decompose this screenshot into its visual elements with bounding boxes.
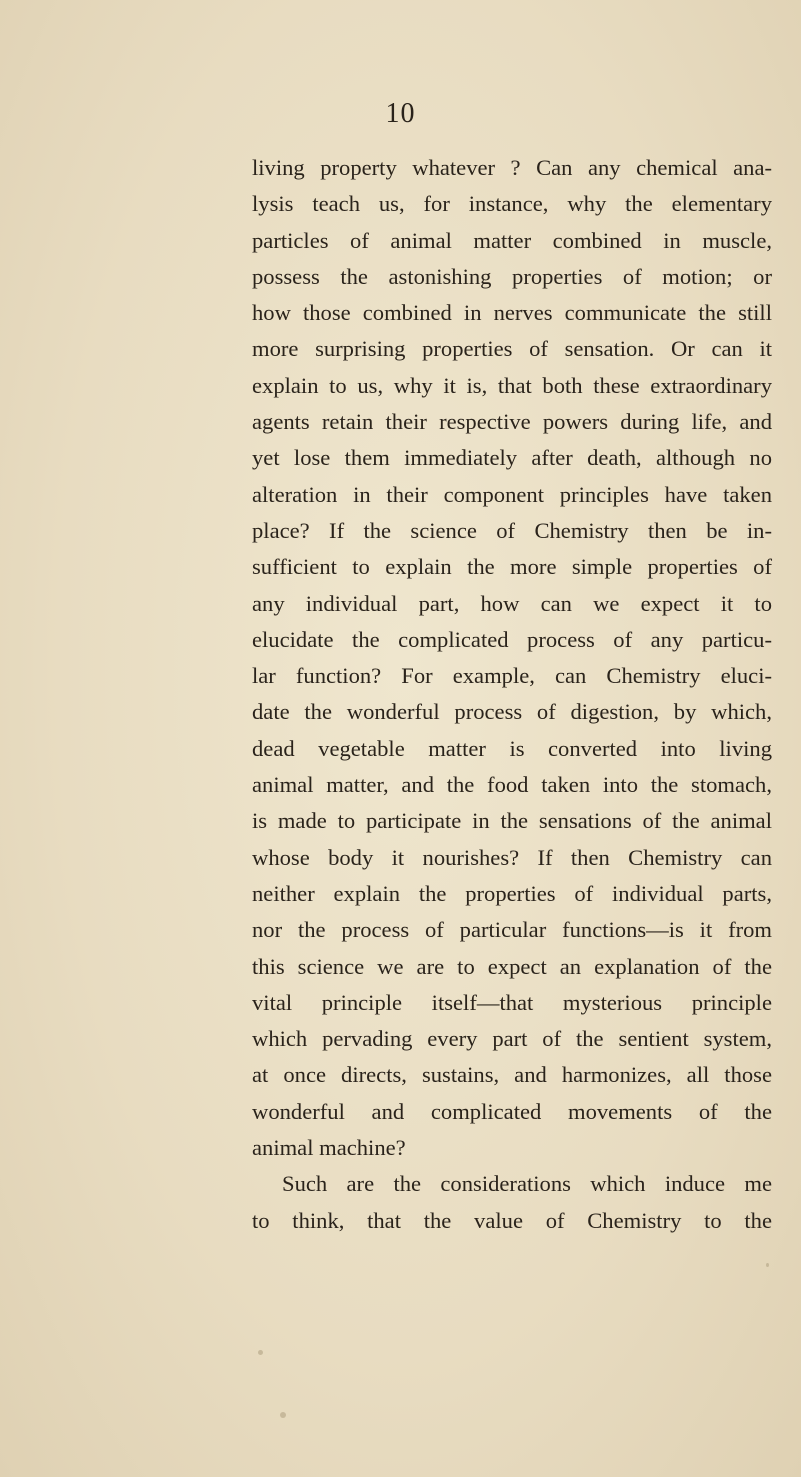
text-line: agents retain their respective powers during life, and bbox=[252, 409, 772, 435]
text-line: wonderful and complicated movements of the bbox=[252, 1098, 772, 1124]
text-line: animal matter, and the food taken into the stomach, bbox=[252, 772, 772, 798]
text-line: whose body it nourishes? If then Chemistry can bbox=[252, 844, 772, 870]
text-line: to think, that the value of Chemistry to the bbox=[252, 1207, 772, 1233]
text-line: explain to us, why it is, that both these extraordinary bbox=[252, 372, 772, 398]
text-line: dead vegetable matter is converted into living bbox=[252, 735, 772, 761]
paper-speck bbox=[258, 1350, 263, 1355]
text-line: elucidate the complicated process of any particu- bbox=[252, 626, 772, 652]
body-text bbox=[252, 150, 772, 1239]
text-line: which pervading every part of the sentient system, bbox=[252, 1026, 772, 1052]
text-line: alteration in their component principles have taken bbox=[252, 481, 772, 507]
text-line: living property whatever ? Can any chemical ana- bbox=[252, 155, 772, 180]
text-line: this science we are to expect an explanation of the bbox=[252, 953, 772, 979]
text-line: particles of animal matter combined in muscle, bbox=[252, 227, 772, 253]
text-line: possess the astonishing properties of motion; or bbox=[252, 263, 772, 289]
text-line: is made to participate in the sensations of the animal bbox=[252, 808, 772, 834]
text-line: Such are the considerations which induce me bbox=[282, 1171, 772, 1197]
page-number: 10 bbox=[385, 98, 416, 129]
paper-speck bbox=[280, 1412, 286, 1418]
text-line: lysis teach us, for instance, why the elementary bbox=[252, 191, 772, 217]
text-line: any individual part, how can we expect it to bbox=[252, 590, 772, 616]
text-line: place? If the science of Chemistry then be in- bbox=[252, 517, 772, 543]
text-line: date the wonderful process of digestion, by which, bbox=[252, 699, 772, 725]
text-line: vital principle itself—that mysterious principle bbox=[252, 989, 772, 1015]
paper-speck bbox=[766, 1263, 769, 1267]
text-line: nor the process of particular functions—is it from bbox=[252, 917, 772, 943]
text-line: lar function? For example, can Chemistry eluci- bbox=[252, 663, 772, 689]
text-line: neither explain the properties of individual parts, bbox=[252, 880, 772, 906]
text-line: sufficient to explain the more simple properties of bbox=[252, 554, 772, 580]
text-line: at once directs, sustains, and harmonizes, all those bbox=[252, 1062, 772, 1088]
text-line: animal machine? bbox=[252, 1135, 406, 1161]
text-line: more surprising properties of sensation. Or can it bbox=[252, 336, 772, 362]
text-line: how those combined in nerves communicate the still bbox=[252, 300, 772, 326]
text-line: yet lose them immediately after death, although no bbox=[252, 445, 772, 471]
